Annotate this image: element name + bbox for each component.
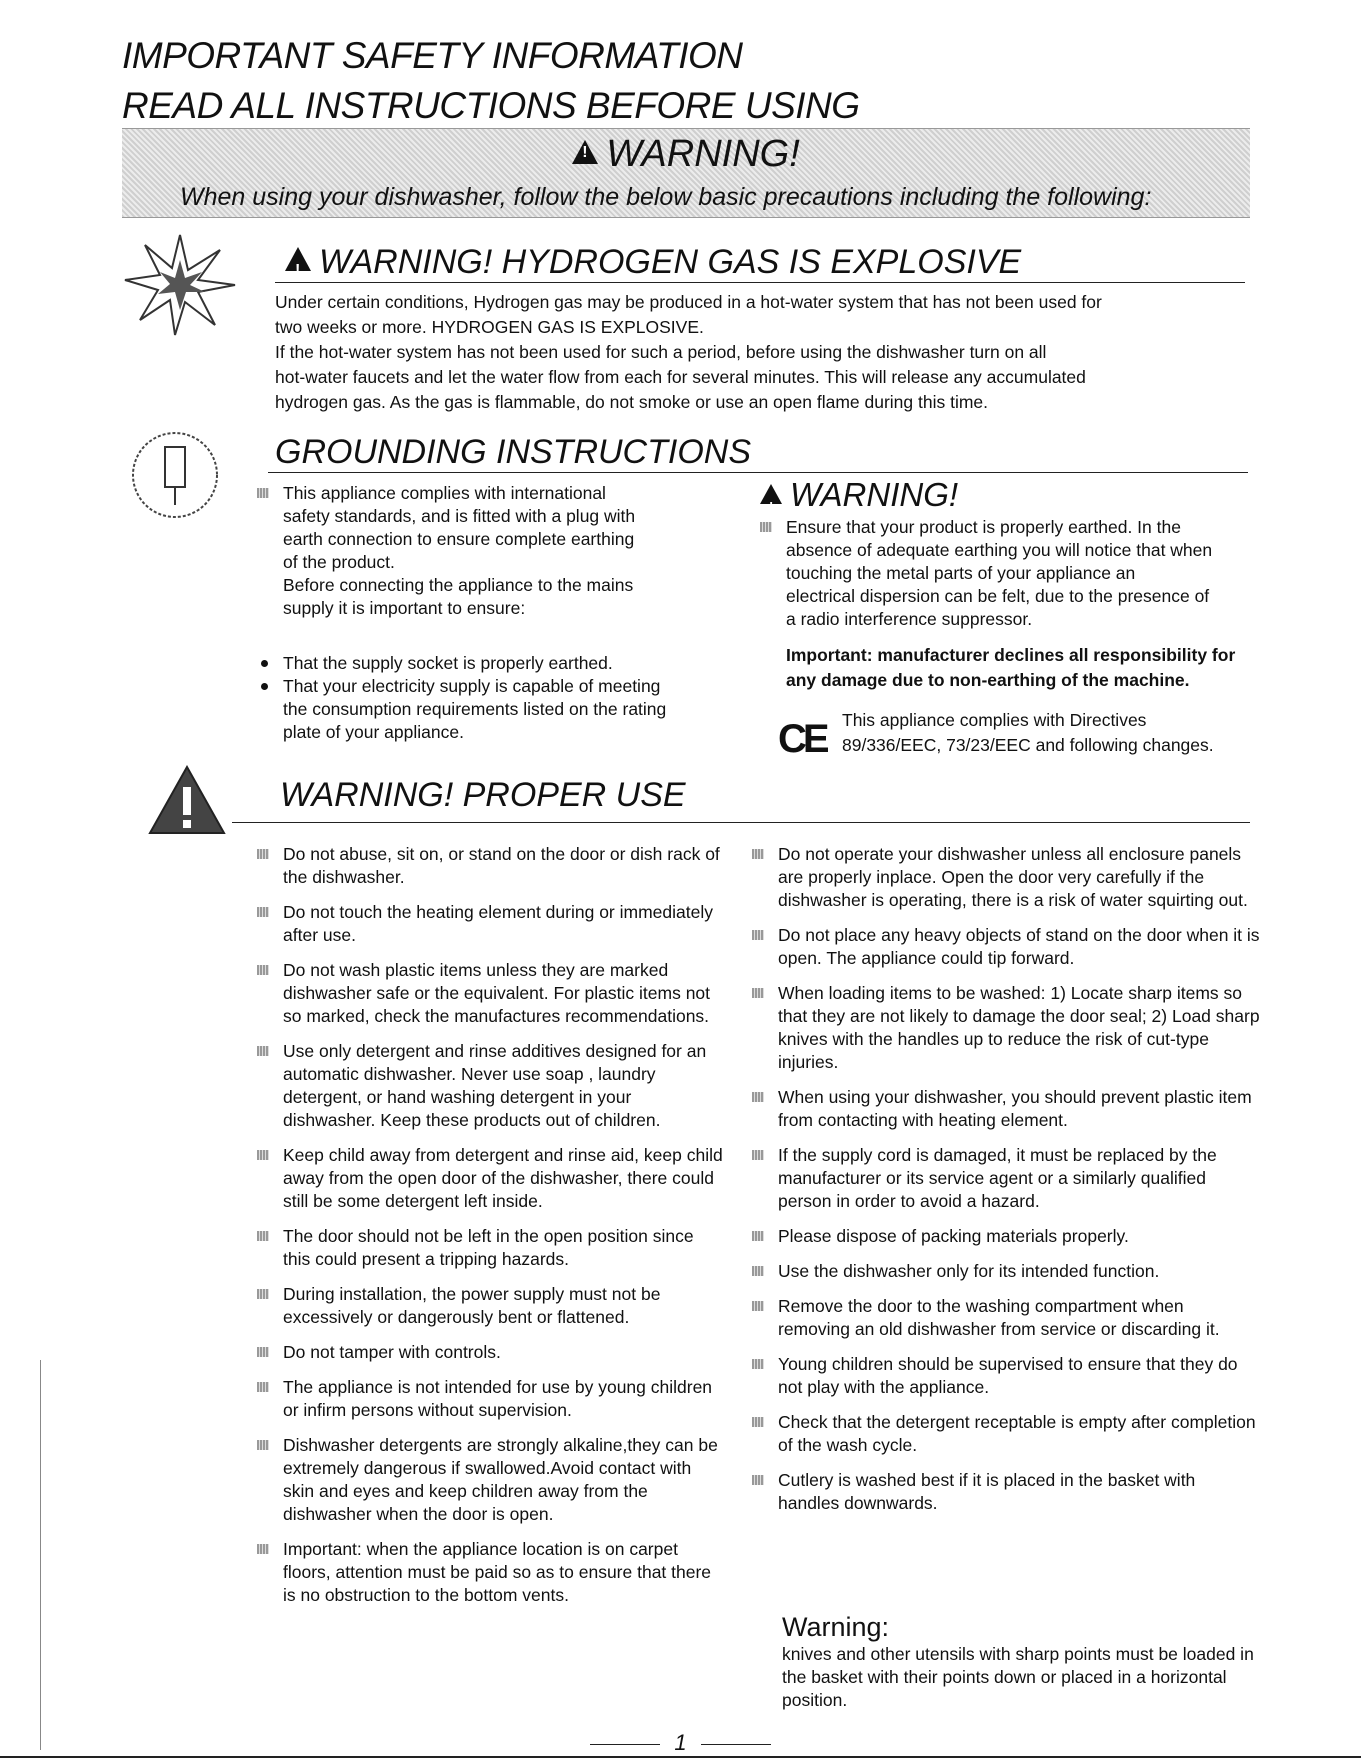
grounding-plug-icon xyxy=(125,425,225,525)
warning-box-heading: WARNING! xyxy=(790,476,959,513)
bullet-icon xyxy=(752,1150,764,1160)
list-item: Do not touch the heating element during or immediately after use. xyxy=(255,901,725,947)
list-item: Use the dishwasher only for its intended function. xyxy=(750,1260,1260,1283)
proper-use-left-list xyxy=(255,843,725,1619)
grounding-intro xyxy=(255,482,695,620)
bullet-icon xyxy=(752,1092,764,1102)
list-item: During installation, the power supply must not be excessively or dangerously bent or flattened. xyxy=(255,1283,725,1329)
list-item: When loading items to be washed: 1) Locate sharp items so that they are not likely to damage the door seal; 2) Load sharp knives with the handles up to reduce the risk of cut-type injuries. xyxy=(750,982,1260,1074)
hydrogen-line: hydrogen gas. As the gas is flammable, do not smoke or use an open flame during this time. xyxy=(275,392,989,412)
list-item: Remove the door to the washing compartment when removing an old dishwasher from service or discarding it. xyxy=(750,1295,1260,1341)
ce-text: This appliance complies with Directives 89/336/EEC, 73/23/EEC and following changes. xyxy=(842,710,1214,755)
warning-triangle-icon xyxy=(572,140,598,164)
proper-use-heading: WARNING! PROPER USE xyxy=(280,776,686,814)
bullet-icon xyxy=(257,907,269,917)
bullet-icon xyxy=(257,1150,269,1160)
warning-triangle-icon xyxy=(285,247,311,271)
list-item: Check that the detergent receptable is empty after completion of the wash cycle. xyxy=(750,1411,1260,1457)
bullet-icon xyxy=(752,1266,764,1276)
section-divider xyxy=(232,822,1250,823)
list-item: Do not tamper with controls. xyxy=(255,1341,725,1364)
bullet-icon xyxy=(257,1440,269,1450)
hydrogen-text xyxy=(275,290,1102,415)
list-item: The appliance is not intended for use by young children or infirm persons without supervision. xyxy=(255,1376,725,1422)
hydrogen-line: Under certain conditions, Hydrogen gas may be produced in a hot-water system that has not been used for xyxy=(275,292,1102,312)
list-item: Important: when the appliance location is on carpet floors, attention must be paid so as to ensure that there is no obstruction to the bottom vents. xyxy=(255,1538,725,1607)
bullet-icon xyxy=(752,1417,764,1427)
bullet-icon xyxy=(752,1359,764,1369)
important-notice: Important: manufacturer declines all responsibility for any damage due to non-earthing of the machine. xyxy=(786,645,1236,690)
list-item: Young children should be supervised to ensure that they do not play with the appliance. xyxy=(750,1353,1260,1399)
bullet-icon xyxy=(257,1347,269,1357)
list-item: When using your dishwasher, you should prevent plastic item from contacting with heating element. xyxy=(750,1086,1260,1132)
list-item: That the supply socket is properly earthed. xyxy=(255,652,675,675)
bullet-icon xyxy=(257,488,269,498)
section-divider xyxy=(268,472,1248,473)
bullet-icon xyxy=(760,522,772,532)
bullet-icon xyxy=(752,1475,764,1485)
bullet-icon xyxy=(257,1231,269,1241)
list-item: The door should not be left in the open position since this could present a tripping hazards. xyxy=(255,1225,725,1271)
bullet-icon xyxy=(257,1382,269,1392)
hydrogen-line: two weeks or more. HYDROGEN GAS IS EXPLOSIVE. xyxy=(275,317,704,337)
bullet-icon xyxy=(752,1231,764,1241)
final-warning-title: Warning: xyxy=(782,1612,890,1642)
hydrogen-heading: WARNING! HYDROGEN GAS IS EXPLOSIVE xyxy=(319,243,1022,281)
warning-banner xyxy=(122,128,1250,218)
bullet-icon xyxy=(752,988,764,998)
section-divider xyxy=(275,282,1245,283)
grounding-bullets xyxy=(255,652,675,744)
bullet-icon xyxy=(752,930,764,940)
banner-title: WARNING! xyxy=(606,133,800,175)
warning-triangle-icon xyxy=(760,484,782,504)
explosion-icon xyxy=(120,230,240,340)
list-item: Cutlery is washed best if it is placed in the basket with handles downwards. xyxy=(750,1469,1260,1515)
bullet-icon xyxy=(257,1289,269,1299)
ce-mark: CE xyxy=(778,717,826,761)
list-item: Dishwasher detergents are strongly alkaline,they can be extremely dangerous if swallowed.Avoid contact with skin and eyes and keep children away from the dishwasher when the door is open. xyxy=(255,1434,725,1526)
bullet-icon xyxy=(257,965,269,975)
list-item: Please dispose of packing materials properly. xyxy=(750,1225,1260,1248)
page-title-line1: IMPORTANT SAFETY INFORMATION xyxy=(122,35,743,76)
grounding-heading: GROUNDING INSTRUCTIONS xyxy=(275,433,751,471)
bullet-icon xyxy=(257,1544,269,1554)
list-item: Do not operate your dishwasher unless all enclosure panels are properly inplace. Open the door very carefully if the dishwasher is operating, there is a risk of water squirting out. xyxy=(750,843,1260,912)
page-number: 1 xyxy=(0,1730,1361,1756)
list-item: Do not place any heavy objects of stand on the door when it is open. The appliance could tip forward. xyxy=(750,924,1260,970)
banner-subtitle: When using your dishwasher, follow the below basic precautions including the following: xyxy=(180,183,1152,211)
list-item: If the supply cord is damaged, it must be replaced by the manufacturer or its service agent or a similarly qualified person in order to avoid a hazard. xyxy=(750,1144,1260,1213)
hydrogen-line: If the hot-water system has not been used for such a period, before using the dishwasher turn on all xyxy=(275,342,1047,362)
exclamation-triangle-icon xyxy=(148,765,226,835)
list-item: This appliance complies with international safety standards, and is fitted with a plug with earth connection to ensure complete earthing of the product. Before connecting the appliance to the mains supply it is important to ensure: xyxy=(255,482,695,620)
bullet-icon xyxy=(261,660,268,667)
proper-use-right-list xyxy=(750,843,1260,1527)
list-item: That your electricity supply is capable of meeting the consumption requirements listed on the rating plate of your appliance. xyxy=(255,675,675,744)
bullet-icon xyxy=(752,849,764,859)
list-item: Keep child away from detergent and rinse aid, keep child away from the open door of the dishwasher, there could still be some detergent left inside. xyxy=(255,1144,725,1213)
bullet-icon xyxy=(261,683,268,690)
warning-box-text xyxy=(758,516,1258,631)
list-item: Use only detergent and rinse additives designed for an automatic dishwasher. Never use soap , laundry detergent, or hand washing detergent in your dishwasher. Keep these products out of children. xyxy=(255,1040,725,1132)
list-item: Do not wash plastic items unless they are marked dishwasher safe or the equivalent. For plastic items not so marked, check the manufactures recommendations. xyxy=(255,959,725,1028)
hydrogen-line: hot-water faucets and let the water flow from each for several minutes. This will release any accumulated xyxy=(275,367,1086,387)
bottom-edge-line xyxy=(0,1756,1361,1758)
bullet-icon xyxy=(257,849,269,859)
page-title-line2: READ ALL INSTRUCTIONS BEFORE USING xyxy=(122,85,860,126)
margin-line xyxy=(40,1360,41,1750)
bullet-icon xyxy=(752,1301,764,1311)
list-item: Do not abuse, sit on, or stand on the door or dish rack of the dishwasher. xyxy=(255,843,725,889)
bullet-icon xyxy=(257,1046,269,1056)
list-item: Ensure that your product is properly earthed. In the absence of adequate earthing you will notice that when touching the metal parts of your appliance an electrical dispersion can be felt, due to the presence of a radio interference suppressor. xyxy=(758,516,1258,631)
final-warning-text: knives and other utensils with sharp points must be loaded in the basket with their points down or placed in a horizontal position. xyxy=(782,1644,1254,1710)
